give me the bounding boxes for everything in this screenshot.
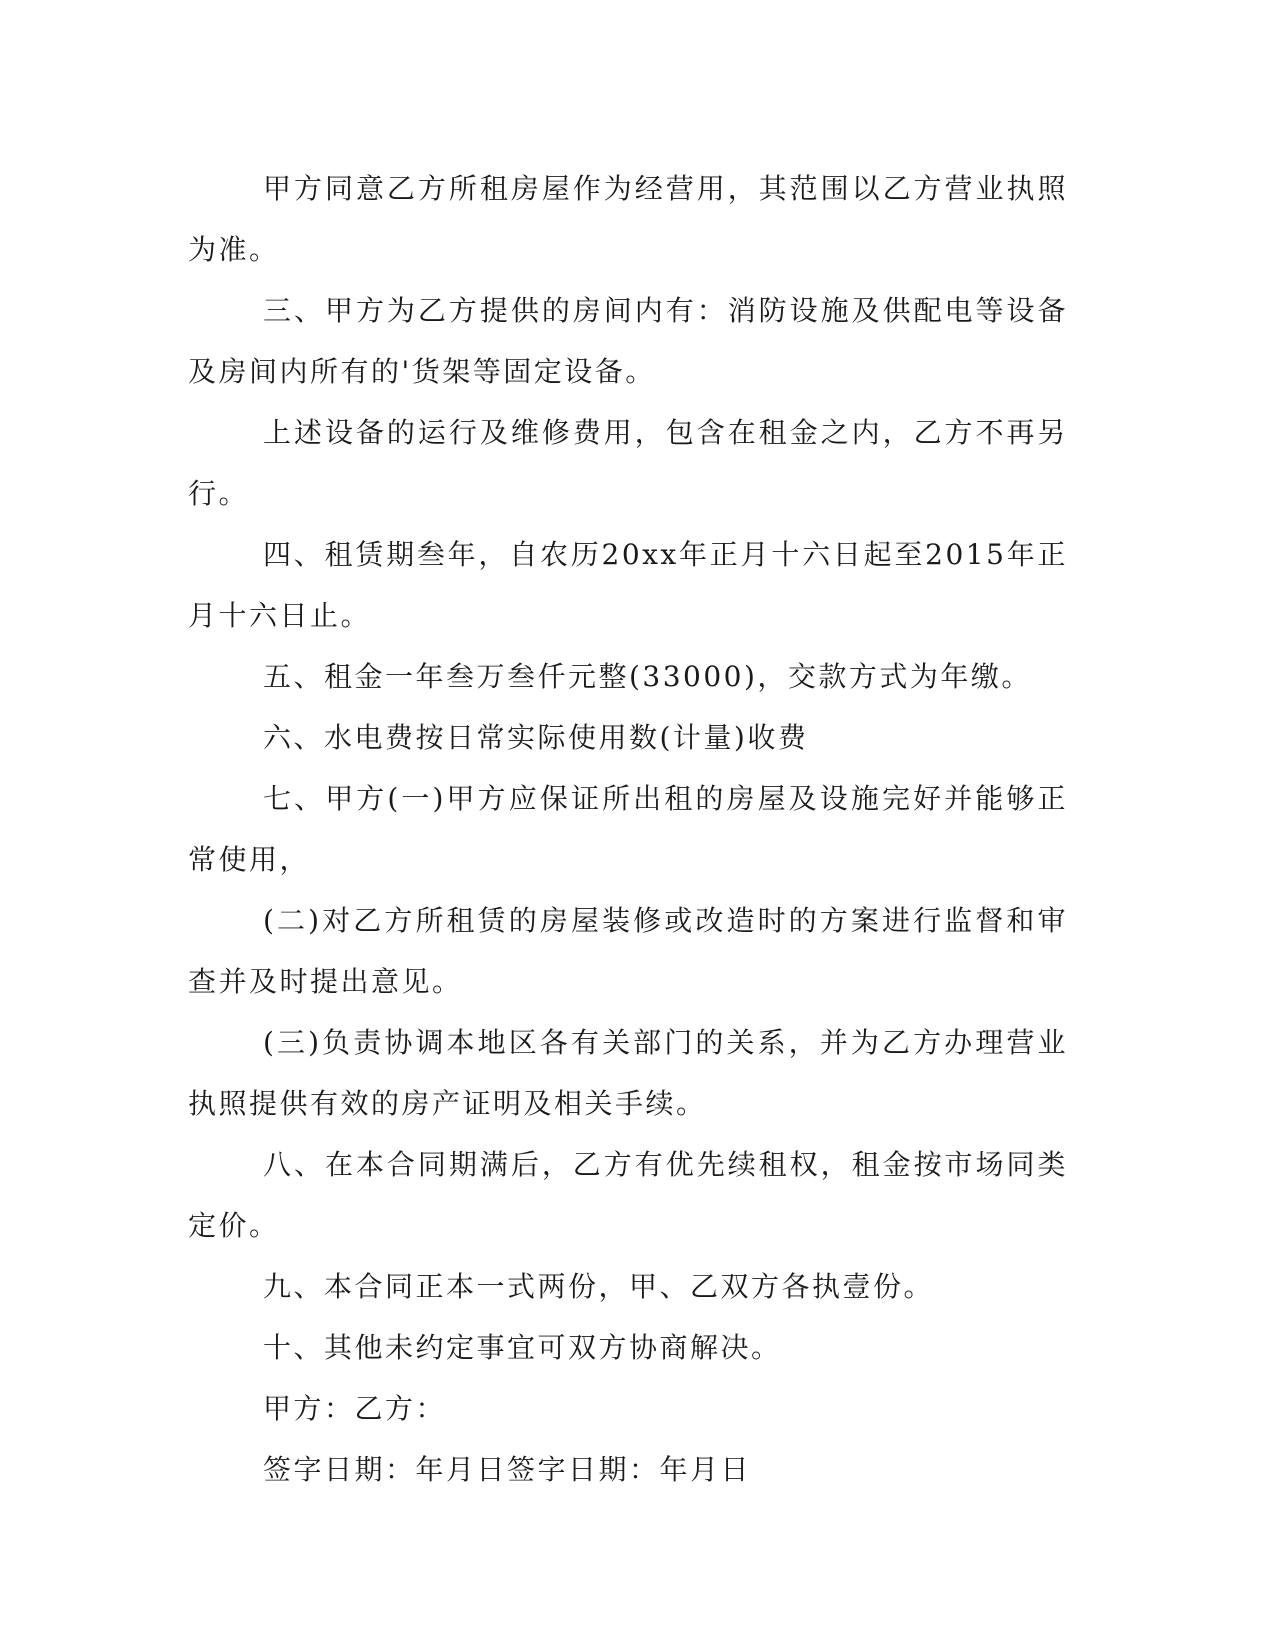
paragraph-maintenance: 上述设备的运行及维修费用，包含在租金之内，乙方不再另行。 xyxy=(188,416,1068,510)
paragraph-clause-10: 十、其他未约定事宜可双方协商解决。 xyxy=(263,1331,782,1364)
paragraph-clause-7-2: (二)对乙方所租赁的房屋装修或改造时的方案进行监督和审查并及时提出意见。 xyxy=(188,904,1068,998)
signature-parties: 甲方：乙方： xyxy=(263,1392,447,1425)
paragraph-clause-6: 六、水电费按日常实际使用数(计量)收费 xyxy=(263,721,809,754)
paragraph-clause-7-3: (三)负责协调本地区各有关部门的关系，并为乙方办理营业执照提供有效的房产证明及相关手续。 xyxy=(188,1026,1068,1120)
paragraph-clause-4: 四、租赁期叁年，自农历20xx年正月十六日起至2015年正月十六日止。 xyxy=(188,538,1068,632)
paragraph-usage: 甲方同意乙方所租房屋作为经营用，其范围以乙方营业执照为准。 xyxy=(188,172,1068,266)
paragraph-clause-7: 七、甲方(一)甲方应保证所出租的房屋及设施完好并能够正常使用， xyxy=(188,782,1068,876)
paragraph-clause-9: 九、本合同正本一式两份，甲、乙双方各执壹份。 xyxy=(263,1270,935,1303)
signature-dates: 签字日期：年月日签字日期：年月日 xyxy=(263,1453,752,1486)
paragraph-clause-3: 三、甲方为乙方提供的房间内有：消防设施及供配电等设备及房间内所有的'货架等固定设备。 xyxy=(188,294,1068,388)
paragraph-clause-8: 八、在本合同期满后，乙方有优先续租权，租金按市场同类定价。 xyxy=(188,1148,1068,1242)
document-body xyxy=(188,158,1068,1500)
paragraph-clause-5: 五、租金一年叁万叁仟元整(33000)，交款方式为年缴。 xyxy=(263,660,1032,693)
